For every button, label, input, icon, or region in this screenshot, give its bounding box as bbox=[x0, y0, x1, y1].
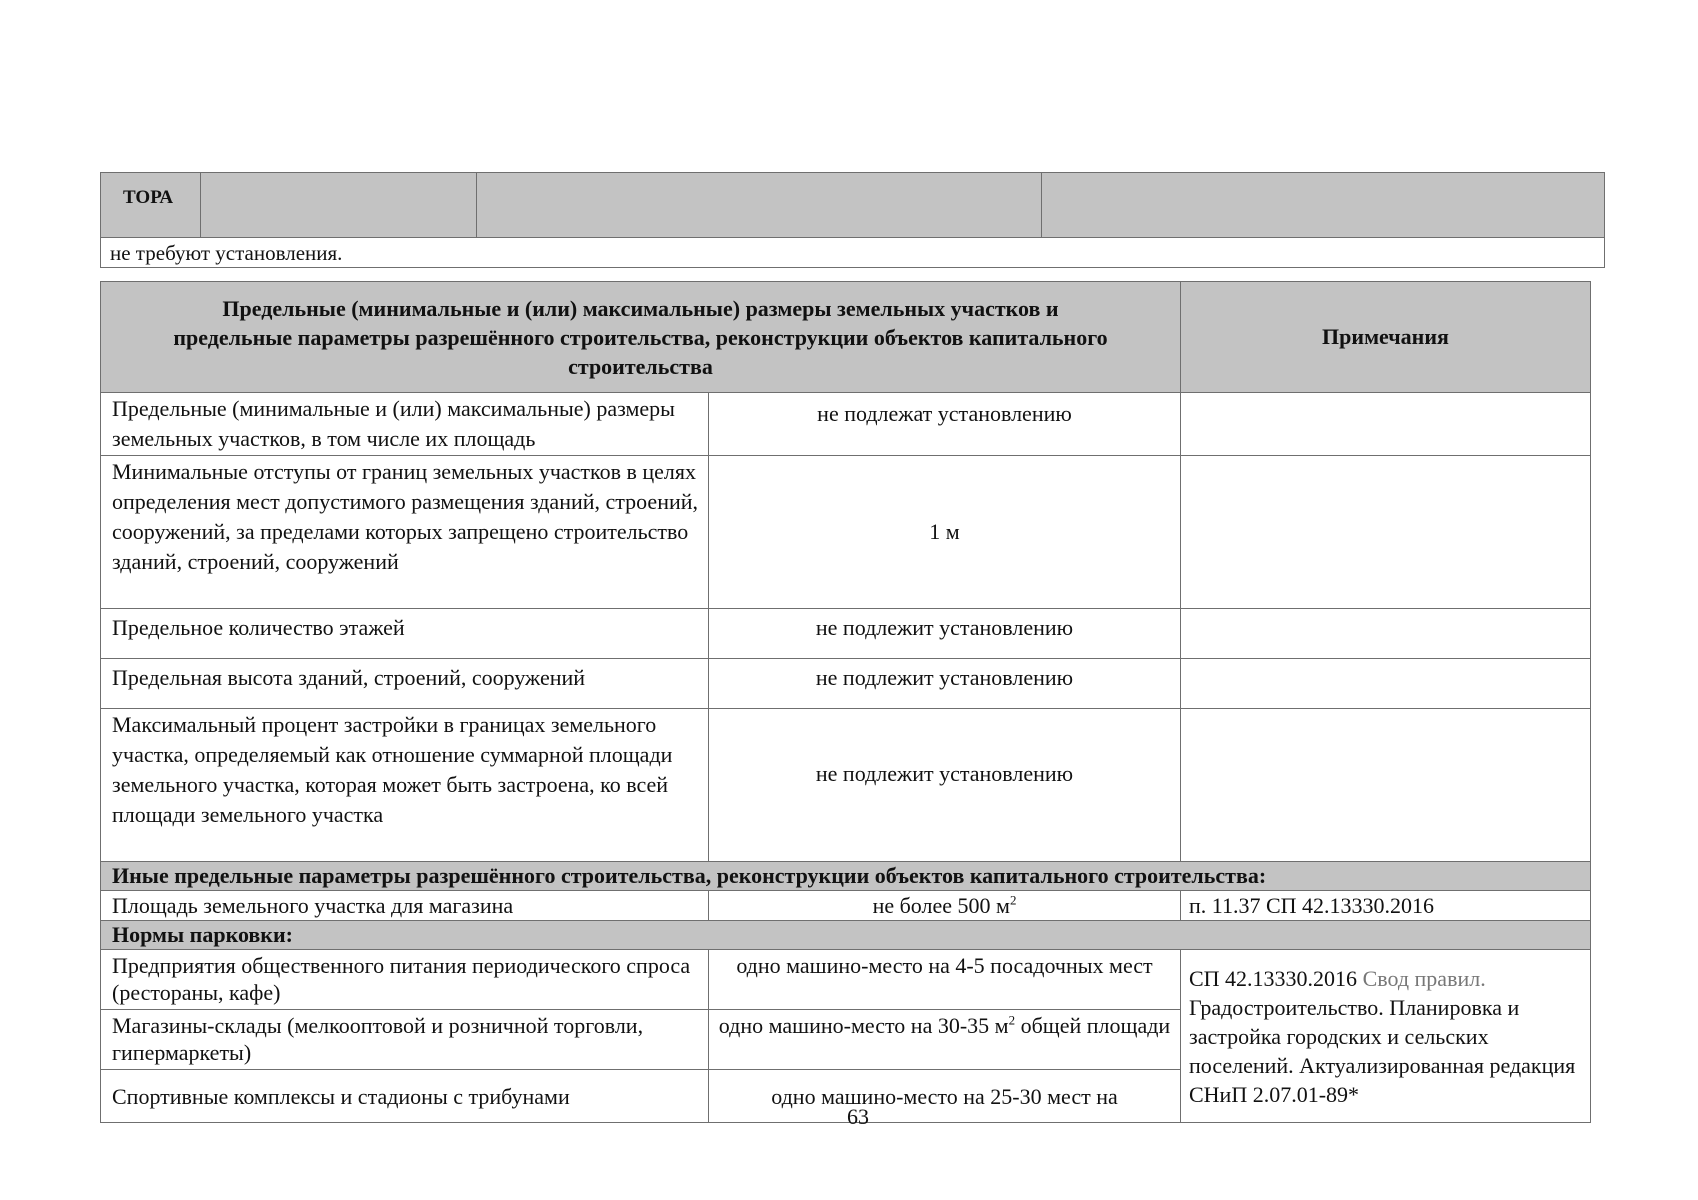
param-value: одно машино-место на 25-30 мест на bbox=[709, 1070, 1181, 1123]
param-name: Минимальные отступы от границ земельных участков в целях определения мест допустимого размещения зданий, строений, сооружений, за пределами которых запрещено строительство зданий, строений, сооружений bbox=[101, 456, 709, 609]
top-table bbox=[100, 172, 1605, 268]
note-code-suffix: Свод правил. bbox=[1362, 965, 1486, 991]
param-note bbox=[1181, 609, 1591, 659]
param-name: Предельная высота зданий, строений, сооружений bbox=[101, 659, 709, 709]
notes-header-title: Примечания bbox=[1181, 282, 1591, 393]
parameters-header-title: Предельные (минимальные и (или) максимальные) размеры земельных участков и предельные параметры разрешённого строительства, реконструкции объектов капитального строительства bbox=[101, 282, 1181, 393]
table-row bbox=[101, 609, 1591, 659]
top-header-cell bbox=[1042, 173, 1605, 238]
note-rest: Градостроительство. Планировка и застройка городских и сельских поселений. Актуализированная редакция СНиП 2.07.01-89* bbox=[1189, 994, 1576, 1107]
parameters-table bbox=[100, 281, 1591, 1123]
param-note: п. 11.37 СП 42.13330.2016 bbox=[1181, 891, 1591, 921]
value-superscript: 2 bbox=[1008, 1012, 1016, 1028]
value-superscript: 2 bbox=[1009, 892, 1017, 908]
top-header-cell bbox=[477, 173, 1042, 238]
top-table-note-row bbox=[101, 238, 1605, 268]
page-number: 63 bbox=[847, 1104, 869, 1129]
parking-title: Нормы парковки: bbox=[101, 921, 1591, 950]
param-name: Площадь земельного участка для магазина bbox=[101, 891, 709, 921]
param-name: Предельное количество этажей bbox=[101, 609, 709, 659]
top-table-header-row bbox=[101, 173, 1605, 238]
param-value: 1 м bbox=[709, 456, 1181, 609]
note-code: СП 42.13330.2016 bbox=[1189, 965, 1358, 991]
param-value: не подлежит установлению bbox=[709, 659, 1181, 709]
section-row bbox=[101, 862, 1591, 891]
param-value: одно машино-место на 4-5 посадочных мест bbox=[709, 950, 1181, 1010]
value-text: не более 500 м bbox=[872, 893, 1010, 918]
value-text: одно машино-место на 30-35 м bbox=[718, 1013, 1009, 1038]
param-note bbox=[1181, 456, 1591, 609]
param-name: Предельные (минимальные и (или) максимальные) размеры земельных участков, в том числе их площадь bbox=[101, 393, 709, 456]
table-row bbox=[101, 709, 1591, 862]
param-value bbox=[709, 891, 1181, 921]
top-table-note: не требуют установления. bbox=[101, 238, 1605, 268]
table-row bbox=[101, 393, 1591, 456]
param-name: Магазины-склады (мелкооптовой и розничной торговли, гипермаркеты) bbox=[101, 1010, 709, 1070]
param-name: Спортивные комплексы и стадионы с трибунами bbox=[101, 1070, 709, 1123]
top-header-cell bbox=[201, 173, 477, 238]
other-params-title: Иные предельные параметры разрешённого строительства, реконструкции объектов капитального строительства: bbox=[101, 862, 1591, 891]
param-name: Максимальный процент застройки в границах земельного участка, определяемый как отношение суммарной площади земельного участка, которая может быть застроена, ко всей площади земельного участка bbox=[101, 709, 709, 862]
param-value: не подлежит установлению bbox=[709, 609, 1181, 659]
table-row bbox=[101, 456, 1591, 609]
param-name: Предприятия общественного питания периодического спроса (рестораны, кафе) bbox=[101, 950, 709, 1010]
parking-note bbox=[1181, 950, 1591, 1123]
parameters-header-row bbox=[101, 282, 1591, 393]
param-note bbox=[1181, 393, 1591, 456]
param-value: не подлежат установлению bbox=[709, 393, 1181, 456]
table-row bbox=[101, 659, 1591, 709]
value-text-suffix: общей площади bbox=[1015, 1013, 1171, 1038]
param-note bbox=[1181, 659, 1591, 709]
param-value: не подлежит установлению bbox=[709, 709, 1181, 862]
param-note bbox=[1181, 709, 1591, 862]
table-row bbox=[101, 950, 1591, 1010]
table-row bbox=[101, 891, 1591, 921]
tora-cell: ТОРА bbox=[101, 173, 201, 238]
section-row bbox=[101, 921, 1591, 950]
param-value bbox=[709, 1010, 1181, 1070]
